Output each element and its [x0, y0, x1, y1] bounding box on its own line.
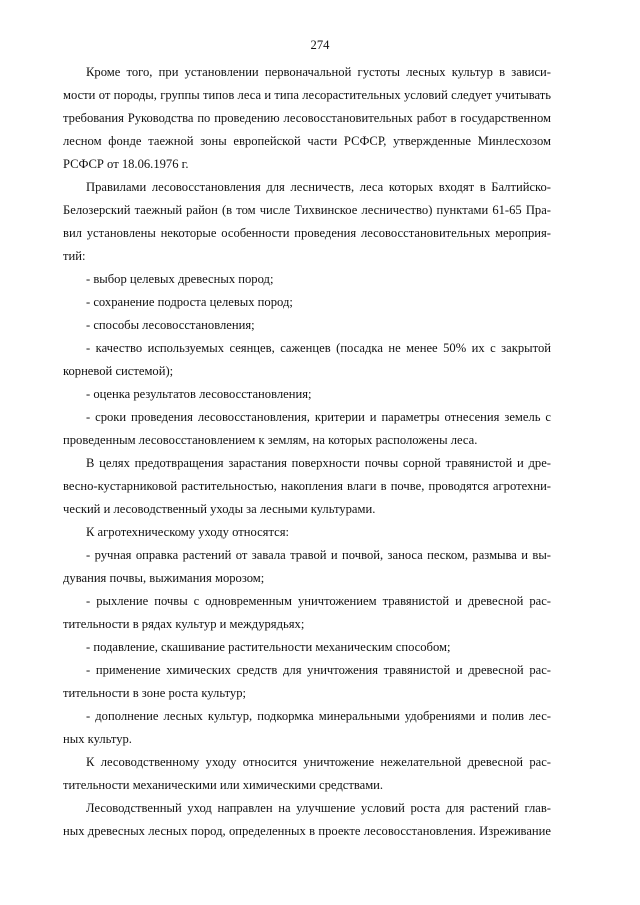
text-line: ных культур.: [63, 732, 132, 746]
text-line: тительности в рядах культур и междурядьях;: [63, 617, 305, 631]
text-line: ческий и лесоводственный уходы за лесными культурами.: [63, 502, 376, 516]
list-item: - подавление, скашивание растительности механическим способом;: [86, 640, 451, 654]
text-line: лесном фонде таежной зоны европейской части РСФСР, утвержденные Минлесхозом: [63, 134, 551, 148]
list-item: - выбор целевых древесных пород;: [86, 272, 274, 286]
text-line: вил установлены некоторые особенности проведения лесовосстановительных мероприя-: [63, 226, 551, 240]
text-line: РСФСР от 18.06.1976 г.: [63, 157, 189, 171]
text-line: мости от породы, группы типов леса и типа лесорастительных условий следует учитывать: [63, 88, 551, 102]
text-line: корневой системой);: [63, 364, 174, 378]
text-line: весно-кустарниковой растительностью, накопления влаги в почве, проводятся агротехни-: [63, 479, 551, 493]
text-line: К агротехническому уходу относятся:: [86, 525, 290, 539]
text-line: ных древесных лесных пород, определенных в проекте лесовосстановления. Изреживание: [63, 824, 551, 838]
text-line: тий:: [63, 249, 86, 263]
text-line: проведенным лесовосстановлением к землям, на которых расположены леса.: [63, 433, 478, 447]
text-line: тительности механическими или химическими средствами.: [63, 778, 384, 792]
list-item: - рыхление почвы с одновременным уничтожением травянистой и древесной рас-: [86, 594, 551, 608]
page-number: 274: [310, 38, 330, 52]
list-item: - качество используемых сеянцев, саженцев (посадка не менее 50% их с закрытой: [86, 341, 551, 355]
list-item: - сроки проведения лесовосстановления, критерии и параметры отнесения земель с: [86, 410, 551, 424]
text-line: В целях предотвращения зарастания поверхности почвы сорной травянистой и дре-: [86, 456, 551, 470]
text-line: требования Руководства по проведению лесовосстановительных работ в государственном: [63, 111, 551, 125]
text-line: Лесоводственный уход направлен на улучшение условий роста для растений глав-: [86, 801, 551, 815]
text-line: дувания почвы, выжимания морозом;: [63, 571, 265, 585]
list-item: - оценка результатов лесовосстановления;: [86, 387, 312, 401]
text-line: К лесоводственному уходу относится уничтожение нежелательной древесной рас-: [86, 755, 551, 769]
list-item: - способы лесовосстановления;: [86, 318, 255, 332]
text-line: Белозерский таежный район (в том числе Тихвинское лесничество) пунктами 61-65 Пра-: [63, 203, 551, 217]
text-line: Правилами лесовосстановления для лесничеств, леса которых входят в Балтийско-: [86, 180, 551, 194]
list-item: - применение химических средств для уничтожения травянистой и древесной рас-: [86, 663, 551, 677]
text-line: тительности в зоне роста культур;: [63, 686, 247, 700]
list-item: - ручная оправка растений от завала травой и почвой, заноса песком, размыва и вы-: [86, 548, 551, 562]
text-line: Кроме того, при установлении первоначальной густоты лесных культур в зависи-: [86, 65, 551, 79]
list-item: - дополнение лесных культур, подкормка минеральными удобрениями и полив лес-: [86, 709, 551, 723]
list-item: - сохранение подроста целевых пород;: [86, 295, 293, 309]
